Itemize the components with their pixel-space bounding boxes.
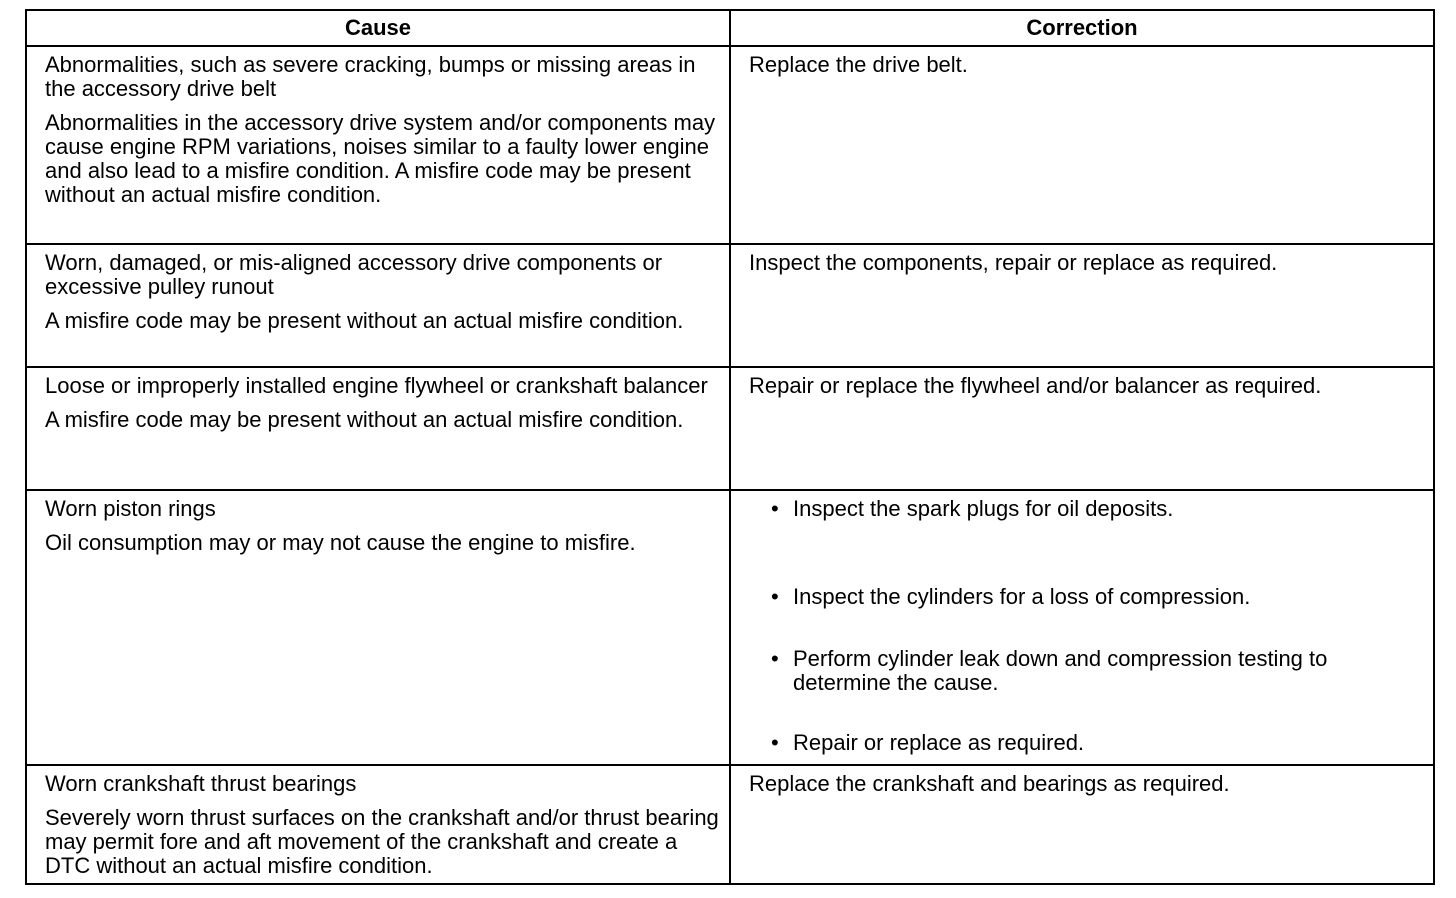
table-row xyxy=(26,367,1434,490)
correction-text: Inspect the components, repair or replace as required. xyxy=(749,250,1278,275)
cause-cell xyxy=(26,367,730,490)
correction-cell xyxy=(730,490,1434,765)
correction-cell xyxy=(730,46,1434,244)
correction-text: Replace the drive belt. xyxy=(749,52,968,77)
correction-item-text: Repair or replace as required. xyxy=(793,730,1085,755)
cause-note: Abnormalities in the accessory drive system and/or components may cause engine RPM variations, noises similar to a faulty lower engine and also lead to a misfire condition. A misfire code may be present without an actual misfire condition. xyxy=(45,110,716,207)
cause-cell xyxy=(26,490,730,765)
cause-title: Abnormalities, such as severe cracking, bumps or missing areas in the accessory drive belt xyxy=(45,52,696,101)
cause-header: Cause xyxy=(26,10,730,46)
bullet-icon: • xyxy=(771,584,779,609)
table-row xyxy=(26,765,1434,884)
correction-item-text: Inspect the cylinders for a loss of compression. xyxy=(793,584,1251,609)
cause-note: Oil consumption may or may not cause the engine to misfire. xyxy=(45,530,636,555)
cause-cell xyxy=(26,765,730,884)
cause-title: Worn crankshaft thrust bearings xyxy=(45,771,357,796)
correction-text: Repair or replace the flywheel and/or balancer as required. xyxy=(749,373,1322,398)
correction-item-text: Perform cylinder leak down and compression testing to determine the cause. xyxy=(793,646,1328,695)
correction-list-item xyxy=(749,647,1423,695)
cause-cell xyxy=(26,244,730,367)
correction-list-item xyxy=(749,497,1423,521)
correction-list-item xyxy=(749,585,1423,609)
correction-item-text: Inspect the spark plugs for oil deposits. xyxy=(793,496,1174,521)
correction-text: Replace the crankshaft and bearings as required. xyxy=(749,771,1230,796)
table-row xyxy=(26,244,1434,367)
correction-header: Correction xyxy=(730,10,1434,46)
cause-cell xyxy=(26,46,730,244)
correction-list xyxy=(749,497,1423,755)
bullet-icon: • xyxy=(771,496,779,521)
table-row xyxy=(26,490,1434,765)
correction-cell xyxy=(730,367,1434,490)
table-row xyxy=(26,46,1434,244)
cause-note: A misfire code may be present without an actual misfire condition. xyxy=(45,308,684,333)
cause-title: Worn piston rings xyxy=(45,496,216,521)
bullet-icon: • xyxy=(771,646,779,671)
table-header-row xyxy=(26,10,1434,46)
cause-title: Worn, damaged, or mis-aligned accessory drive components or excessive pulley runout xyxy=(45,250,663,299)
cause-note: Severely worn thrust surfaces on the crankshaft and/or thrust bearing may permit fore and aft movement of the crankshaft and create a DTC without an actual misfire condition. xyxy=(45,805,719,878)
cause-title: Loose or improperly installed engine flywheel or crankshaft balancer xyxy=(45,373,708,398)
correction-cell xyxy=(730,244,1434,367)
cause-note: A misfire code may be present without an actual misfire condition. xyxy=(45,407,684,432)
bullet-icon: • xyxy=(771,730,779,755)
correction-cell xyxy=(730,765,1434,884)
cause-correction-table xyxy=(25,9,1435,885)
correction-list-item xyxy=(749,731,1423,755)
